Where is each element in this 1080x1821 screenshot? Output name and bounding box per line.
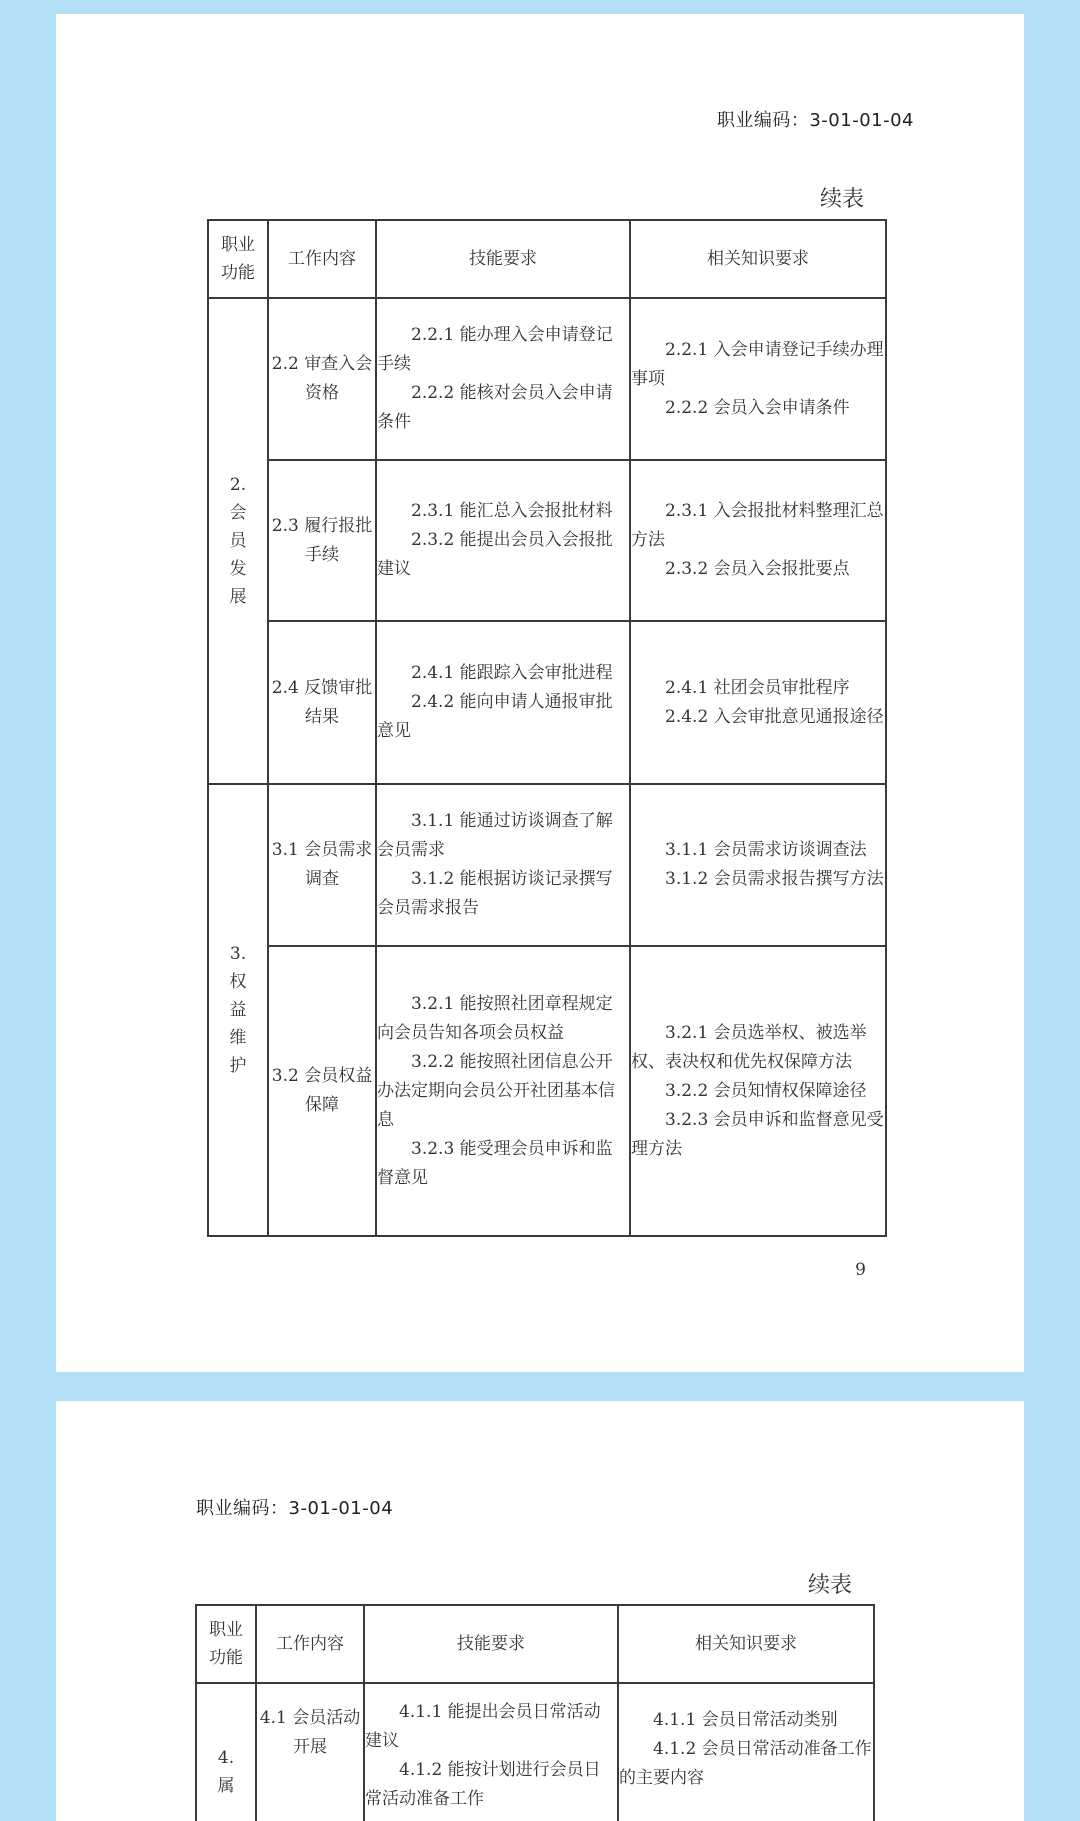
knowledge-item: 2.2.2 会员入会申请条件 bbox=[665, 397, 850, 418]
header-skill: 技能要求 bbox=[364, 1605, 618, 1683]
skill-item: 2.4.2 能向申请人通报审批意见 bbox=[377, 692, 613, 741]
knowledge-item: 3.2.3 会员申诉和监督意见受理方法 bbox=[631, 1109, 884, 1159]
work-cell: 2.2 审查入会资格 bbox=[268, 298, 376, 460]
knowledge-cell bbox=[630, 946, 886, 1236]
table-header-row bbox=[208, 220, 886, 298]
table-row bbox=[196, 1683, 874, 1821]
table-row bbox=[208, 460, 886, 621]
knowledge-item: 4.1.2 会员日常活动准备工作的主要内容 bbox=[619, 1739, 872, 1788]
occupation-code: 职业编码：3-01-01-04 bbox=[716, 110, 914, 131]
function-char: 发 bbox=[229, 559, 247, 579]
header-skill: 技能要求 bbox=[376, 220, 630, 298]
table-row bbox=[208, 946, 886, 1236]
knowledge-item: 3.2.1 会员选举权、被选举权、表决权和优先权保障方法 bbox=[631, 1022, 867, 1072]
header-knowledge: 相关知识要求 bbox=[630, 220, 886, 298]
knowledge-item: 3.1.2 会员需求报告撰写方法 bbox=[665, 869, 884, 889]
function-char: 4. bbox=[217, 1748, 235, 1768]
skill-cell bbox=[376, 946, 630, 1236]
function-char: 维 bbox=[229, 1028, 247, 1048]
skill-item: 2.4.1 能跟踪入会审批进程 bbox=[411, 663, 613, 683]
document-page-2 bbox=[56, 1401, 1024, 1821]
table-row bbox=[208, 784, 886, 946]
work-cell: 3.2 会员权益保障 bbox=[268, 946, 376, 1236]
skill-item: 4.1.2 能按计划进行会员日常活动准备工作 bbox=[365, 1760, 601, 1809]
knowledge-item: 2.4.1 社团会员审批程序 bbox=[665, 677, 850, 698]
function-char: 属 bbox=[217, 1776, 235, 1796]
skill-item: 3.1.2 能根据访谈记录撰写会员需求报告 bbox=[377, 869, 613, 918]
knowledge-item: 2.3.1 入会报批材料整理汇总方法 bbox=[631, 501, 884, 550]
header-work: 工作内容 bbox=[256, 1605, 364, 1683]
skill-item: 3.2.2 能按照社团信息公开办法定期向会员公开社团基本信息 bbox=[377, 1051, 615, 1130]
function-cell bbox=[208, 784, 268, 1236]
function-char: 权 bbox=[229, 972, 247, 992]
table-row bbox=[208, 621, 886, 784]
knowledge-item: 2.3.2 会员入会报批要点 bbox=[665, 559, 850, 579]
requirements-table bbox=[195, 1604, 875, 1821]
page-number: 9 bbox=[855, 1260, 866, 1280]
skill-item: 2.3.2 能提出会员入会报批建议 bbox=[377, 530, 613, 579]
function-char: 员 bbox=[229, 531, 247, 551]
knowledge-item: 3.2.2 会员知情权保障途径 bbox=[665, 1080, 867, 1101]
skill-cell bbox=[364, 1683, 618, 1821]
document-page-1 bbox=[56, 14, 1024, 1372]
skill-cell bbox=[376, 784, 630, 946]
header-knowledge: 相关知识要求 bbox=[618, 1605, 874, 1683]
continued-label: 续表 bbox=[807, 1573, 852, 1598]
knowledge-item: 2.2.1 入会申请登记手续办理事项 bbox=[631, 339, 884, 389]
work-cell: 3.1 会员需求调查 bbox=[268, 784, 376, 946]
knowledge-item: 3.1.1 会员需求访谈调查法 bbox=[665, 840, 867, 860]
header-function-label: 职业 功能 bbox=[221, 235, 255, 283]
work-cell: 4.1 会员活动开展 bbox=[256, 1683, 364, 1821]
knowledge-cell bbox=[630, 621, 886, 784]
skill-item: 2.2.2 能核对会员入会申请条件 bbox=[377, 383, 613, 432]
knowledge-cell bbox=[618, 1683, 874, 1821]
requirements-table bbox=[207, 219, 887, 1237]
header-function-label: 职业 功能 bbox=[209, 1620, 243, 1668]
function-char: 会 bbox=[229, 503, 247, 523]
work-cell: 2.3 履行报批手续 bbox=[268, 460, 376, 621]
function-char: 展 bbox=[229, 587, 247, 607]
skill-item: 4.1.1 能提出会员日常活动建议 bbox=[365, 1702, 601, 1751]
function-char: 益 bbox=[229, 1000, 247, 1020]
function-char: 3. bbox=[229, 944, 247, 964]
function-cell bbox=[196, 1683, 256, 1821]
header-work: 工作内容 bbox=[268, 220, 376, 298]
skill-item: 3.2.3 能受理会员申诉和监督意见 bbox=[377, 1138, 613, 1188]
skill-cell bbox=[376, 460, 630, 621]
work-cell: 2.4 反馈审批结果 bbox=[268, 621, 376, 784]
knowledge-item: 2.4.2 入会审批意见通报途径 bbox=[665, 706, 884, 727]
skill-item: 3.1.1 能通过访谈调查了解会员需求 bbox=[377, 811, 613, 860]
occupation-code: 职业编码：3-01-01-04 bbox=[196, 1498, 394, 1519]
header-function bbox=[208, 220, 268, 298]
function-char: 2. bbox=[229, 475, 247, 495]
knowledge-item: 4.1.1 会员日常活动类别 bbox=[653, 1710, 838, 1730]
knowledge-cell bbox=[630, 460, 886, 621]
function-char: 护 bbox=[229, 1056, 247, 1076]
table-header-row bbox=[196, 1605, 874, 1683]
skill-cell bbox=[376, 298, 630, 460]
table-row bbox=[208, 298, 886, 460]
skill-cell bbox=[376, 621, 630, 784]
skill-item: 2.3.1 能汇总入会报批材料 bbox=[411, 501, 613, 521]
knowledge-cell bbox=[630, 784, 886, 946]
header-function bbox=[196, 1605, 256, 1683]
skill-item: 2.2.1 能办理入会申请登记手续 bbox=[377, 325, 613, 374]
function-cell bbox=[208, 298, 268, 784]
continued-label: 续表 bbox=[819, 187, 864, 212]
knowledge-cell bbox=[630, 298, 886, 460]
skill-item: 3.2.1 能按照社团章程规定向会员告知各项会员权益 bbox=[377, 993, 613, 1043]
